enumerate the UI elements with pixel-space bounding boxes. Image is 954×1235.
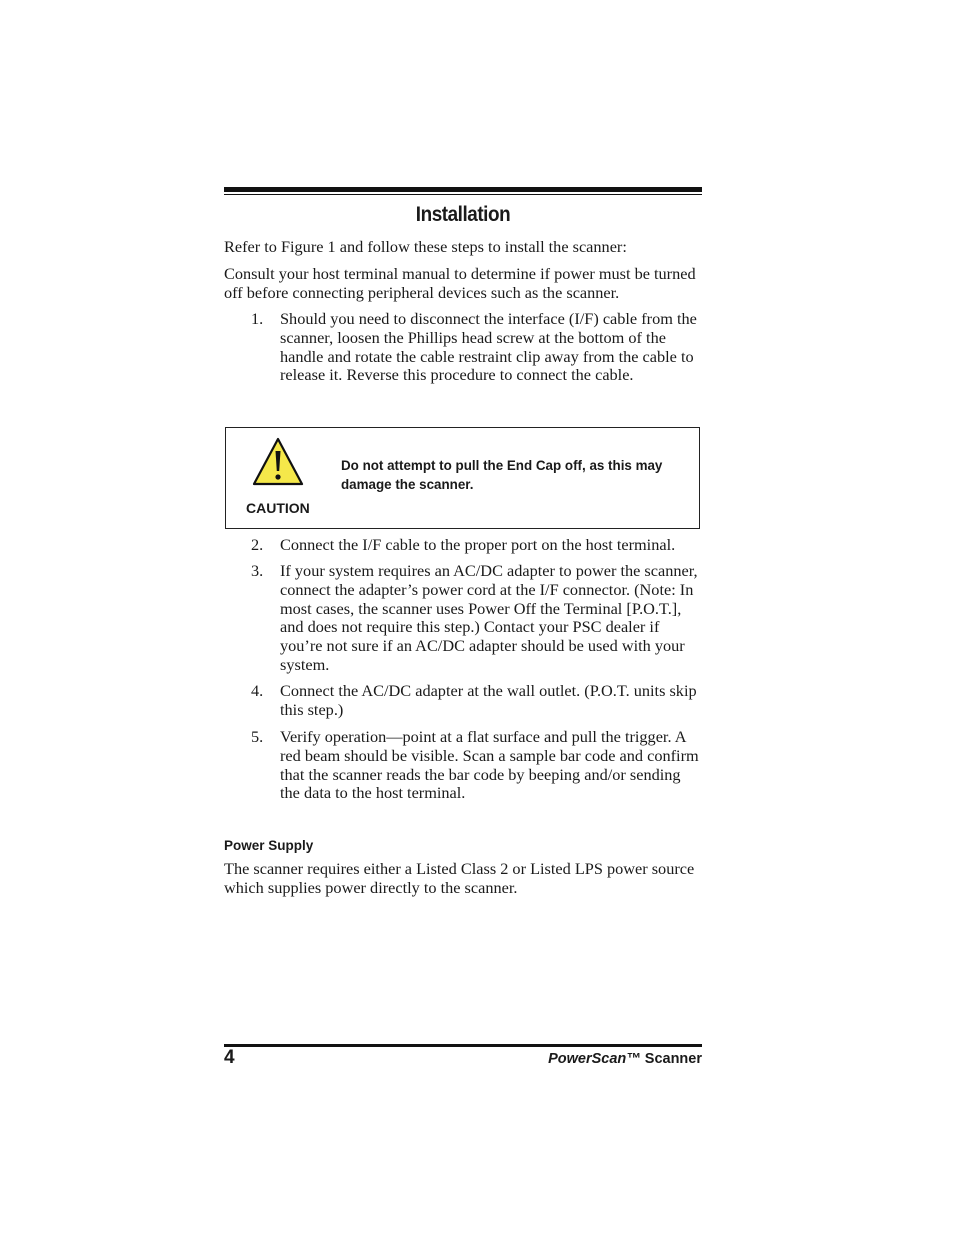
top-rule (224, 187, 702, 192)
top-rule-thin (224, 194, 702, 195)
caution-box (225, 427, 700, 529)
footer-title (548, 1051, 702, 1067)
section-title: Installation (415, 203, 511, 226)
power-supply-paragraph: The scanner requires either a Listed Class 2 or Listed LPS power source which supplies power directly to the scanner. (224, 859, 695, 897)
footer-product: PowerScan™ (548, 1051, 641, 1067)
caution-text: Do not attempt to pull the End Cap off, as this may damage the scanner. (341, 458, 663, 492)
step-number: 5. (251, 727, 264, 746)
step-item-4 (251, 682, 703, 720)
step-item-3 (251, 562, 703, 675)
consult-paragraph: Consult your host terminal manual to determine if power must be turned off before connecting peripheral devices such as the scanner. (224, 264, 696, 302)
step-number: 2. (251, 535, 264, 554)
step-item-5 (251, 728, 703, 803)
power-supply-heading: Power Supply (224, 838, 314, 853)
step-number: 4. (251, 681, 264, 700)
intro-paragraph: Refer to Figure 1 and follow these steps to install the scanner: (224, 237, 627, 256)
footer-rule (224, 1044, 702, 1047)
step-number: 1. (251, 309, 264, 328)
step-text: Connect the AC/DC adapter at the wall outlet. (P.O.T. units skip this step.) (280, 681, 697, 719)
step-text: Connect the I/F cable to the proper port on the host terminal. (280, 535, 676, 554)
step-number: 3. (251, 561, 264, 580)
step-text: If your system requires an AC/DC adapter to power the scanner, connect the adapter’s power cord at the I/F connector. (Note: In most cases, the scanner uses Power Off the Terminal [P.O.T.], and does not require this step.) Contact your PSC dealer if you’re not sure if an AC/DC adapter should be used with your system. (280, 561, 698, 674)
warning-triangle-icon (252, 437, 304, 487)
footer-product-suffix: Scanner (640, 1051, 702, 1067)
caution-label: CAUTION (246, 500, 310, 516)
step-item-2 (251, 536, 703, 555)
page-number: 4 (224, 1047, 235, 1068)
step-item-1 (251, 310, 703, 385)
step-text: Should you need to disconnect the interface (I/F) cable from the scanner, loosen the Phillips head screw at the bottom of the handle and rotate the cable restraint clip away from the cable to release it. Reverse this procedure to connect the cable. (280, 309, 697, 385)
step-text: Verify operation—point at a flat surface and pull the trigger. A red beam should be visible. Scan a sample bar code and confirm that the scanner reads the bar code by beeping and/or sending the data to the host terminal. (280, 727, 699, 803)
